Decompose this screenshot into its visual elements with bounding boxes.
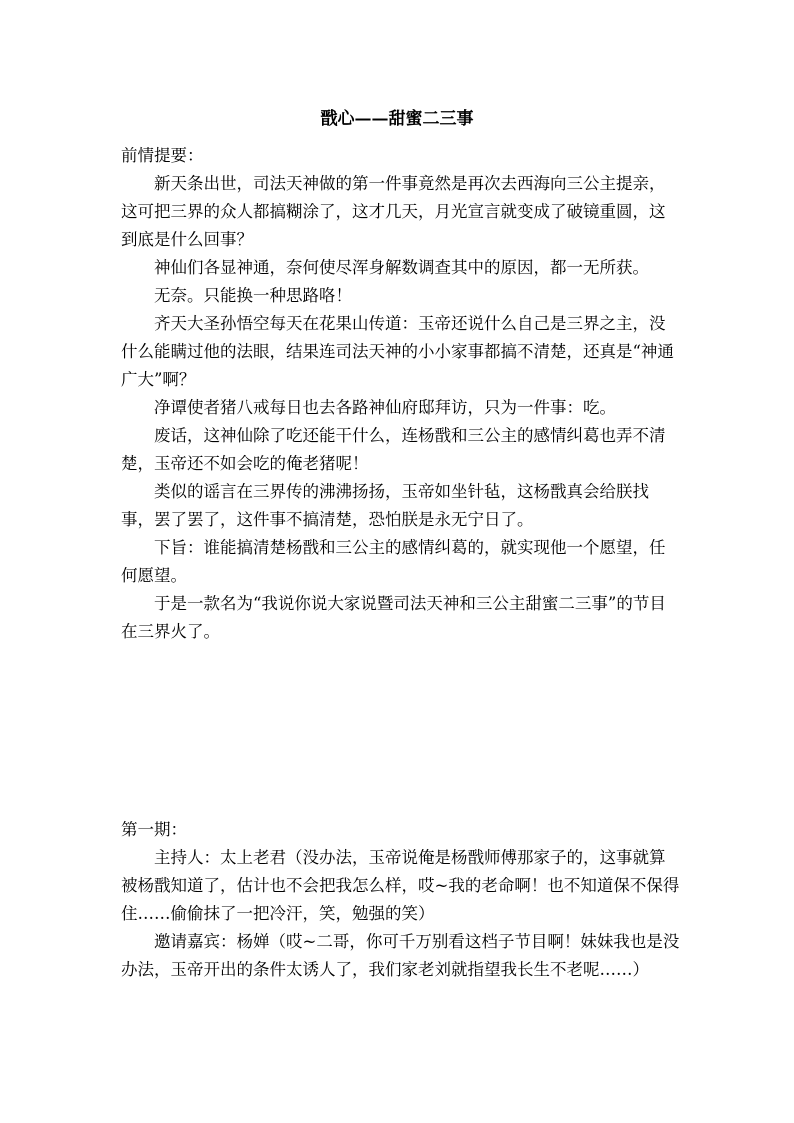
preface-paragraph: 类似的谣言在三界传的沸沸扬扬，玉帝如坐针毡，这杨戬真会给朕找事，罢了罢了，这件事不搞清楚，恐怕朕是永无宁日了。 bbox=[121, 482, 649, 529]
document-title: 戬心——甜蜜二三事 bbox=[320, 109, 474, 129]
preface-section bbox=[121, 142, 681, 646]
preface-paragraph: 下旨：谁能搞清楚杨戬和三公主的感情纠葛的，就实现他一个愿望，任何愿望。 bbox=[121, 538, 666, 585]
preface-heading: 前情提要： bbox=[121, 146, 204, 165]
episode-1-heading: 第一期： bbox=[121, 820, 187, 839]
preface-paragraph: 废话，这神仙除了吃还能干什么，连杨戬和三公主的感情纠葛也弄不清楚，玉帝还不如会吃的俺老猪呢！ bbox=[121, 426, 666, 473]
episode-1-host: 主持人：太上老君（没办法，玉帝说俺是杨戬师傅那家子的，这事就算被杨戬知道了，估计也不会把我怎么样，哎~我的老命啊！也不知道保不保得住……偷偷抹了一把冷汗，笑，勉强的笑） bbox=[121, 848, 680, 923]
episode-1-guest: 邀请嘉宾：杨婵（哎~二哥，你可千万别看这档子节目啊！妹妹我也是没办法，玉帝开出的条件太诱人了，我们家老刘就指望我长生不老呢……） bbox=[121, 932, 680, 979]
preface-paragraph: 于是一款名为“我说你说大家说暨司法天神和三公主甜蜜二三事”的节目在三界火了。 bbox=[121, 594, 666, 641]
preface-paragraph: 神仙们各显神通，奈何使尽浑身解数调查其中的原因，都一无所获。 bbox=[154, 258, 649, 277]
preface-paragraph: 无奈。只能换一种思路咯！ bbox=[154, 286, 352, 305]
preface-paragraph: 净谭使者猪八戒每日也去各路神仙府邸拜访，只为一件事：吃。 bbox=[154, 398, 616, 417]
episode-1-section bbox=[121, 816, 681, 984]
preface-paragraph: 新天条出世，司法天神做的第一件事竟然是再次去西海向三公主提亲，这可把三界的众人都搞糊涂了，这才几天，月光宣言就变成了破镜重圆，这到底是什么回事？ bbox=[121, 174, 666, 249]
preface-paragraph: 齐天大圣孙悟空每天在花果山传道：玉帝还说什么自己是三界之主，没什么能瞒过他的法眼，结果连司法天神的小小家事都搞不清楚，还真是“神通广大”啊？ bbox=[121, 314, 674, 389]
